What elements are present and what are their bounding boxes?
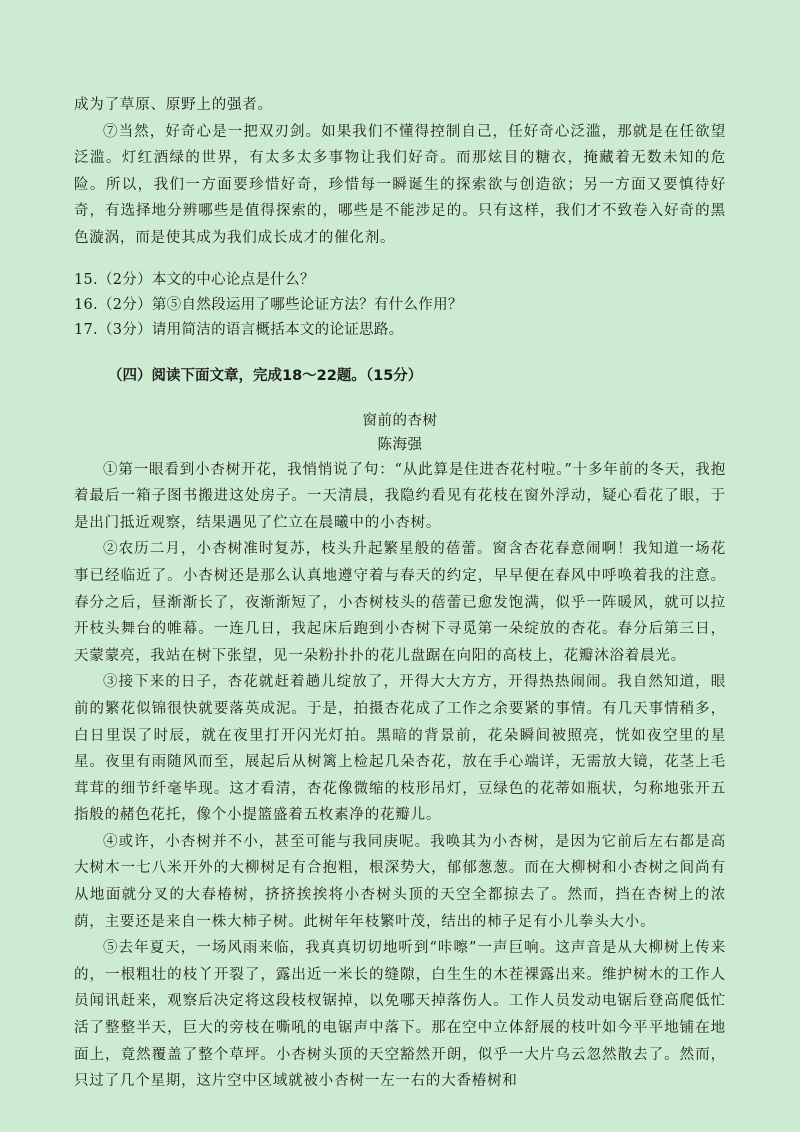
article-body — [74, 457, 726, 1095]
question-17: 17.（3分）请用简洁的语言概括本文的论证思路。 — [74, 321, 404, 338]
article-paragraph: ③接下来的日子，杏花就赶着趟儿绽放了，开得大大方方，开得热热闹闹。我自然知道，眼前的繁花似锦很快就要落英成泥。于是，拍摄杏花成了工作之余要紧的事情。有几天事情稍多，白日里误了时辰，就在夜里打开闪光灯拍。黑暗的背景前，花朵瞬间被照亮，恍如夜空里的星星。夜里有雨随风而至，展起后从树篱上检起几朵杏花，放在手心端详，无需放大镜，花茎上毛茸茸的细节纤毫毕现。这才看清，杏花像微缩的枝形吊灯，豆绿色的花蒂如瓶状，匀称地张开五指般的赭色花托，像个小提篮盛着五枚素净的花瓣儿。 — [74, 674, 726, 824]
question-list — [74, 268, 726, 343]
article-author: 陈海强 — [377, 436, 423, 453]
article-paragraph: 成为了草原、原野上的强者。 — [74, 97, 273, 113]
article-paragraph: ⑦当然，好奇心是一把双刃剑。如果我们不懂得控制自己，任好奇心泛滥，那就是在任欲望泛滥。灯红酒绿的世界，有太多太多事物让我们好奇。而那炫目的糖衣，掩藏着无数未知的危险。所以，我们一方面要珍惜好奇，珍惜每一瞬诞生的探索欲与创造欲；另一方面又要慎待好奇，有选择地分辨哪些是值得探索的，哪些是不能涉足的。只有这样，我们才不致卷入好奇的黑色漩涡，而是使其成为我们成长成才的催化剂。 — [74, 123, 726, 246]
previous-article — [74, 92, 726, 252]
article-title: 窗前的杏树 — [362, 412, 438, 429]
article-paragraph: ④或许，小杏树并不小，甚至可能与我同庚呢。我唤其为小杏树，是因为它前后左右都是高大树木一七八米开外的大柳树足有合抱粗，根深势大，郁郁葱葱。而在大柳树和小杏树之间尚有从地面就分叉的大春椿树，挤挤挨挨将小杏树头顶的天空全都掠去了。然而，挡在杏树上的浓荫，主要还是来自一株大柿子树。此树年年枝繁叶茂，结出的柿子足有小儿拳头大小。 — [74, 833, 726, 930]
article-paragraph: ②农历二月，小杏树准时复苏，枝头升起繁星般的蓓蕾。窗含杏花春意闹啊！我知道一场花事已经临近了。小杏树还是那么认真地遵守着与春天的约定，早早便在春风中呼唤着我的注意。春分之后，昼渐渐长了，夜渐渐短了，小杏树枝头的蓓蕾已愈发饱满，似乎一阵暖风，就可以拉开枝头舞台的帷幕。一连几日，我起床后跑到小杏树下寻觅第一朵绽放的杏花。春分后第三日，天蒙蒙亮，我站在树下张望，见一朵粉扑扑的花儿盘踞在向阳的高枝上，花瓣沐浴着晨光。 — [74, 541, 726, 664]
article-paragraph: ①第一眼看到小杏树开花，我悄悄说了句：“从此算是住进杏花村啦。”十多年前的冬天，我抱着最后一箱子图书搬进这处房子。一天清晨，我隐约看见有花枝在窗外浮动，疑心看花了眼，于是出门抵近观察，结果遇见了伫立在晨曦中的小杏树。 — [74, 461, 726, 531]
section-heading: （四）阅读下面文章，完成18～22题。（15分） — [108, 367, 423, 384]
article-paragraph: ⑤去年夏天，一场风雨来临，我真真切切地听到“咔嚓”一声巨响。这声音是从大柳树上传来的，一根粗壮的枝丫开裂了，露出近一米长的缝隙，白生生的木茬裸露出来。维护树木的工作人员闻讯赶来，观察后决定将这段枝杈锯掉，以免哪天掉落伤人。工作人员发动电锯后登高爬低忙活了整整半天，巨大的旁枝在嘶吼的电锯声中落下。那在空中立体舒展的枝叶如今平平地铺在地面上，竟然覆盖了整个草坪。小杏树头顶的天空豁然开朗，似乎一大片乌云忽然散去了。然而，只过了几个星期，这片空中区域就被小杏树一左一右的大香椿树和 — [74, 940, 726, 1090]
question-16: 16.（2分）第⑤自然段运用了哪些论证方法？有什么作用？ — [74, 296, 463, 313]
exam-page — [74, 92, 726, 1095]
question-15: 15.（2分）本文的中心论点是什么？ — [74, 271, 315, 288]
